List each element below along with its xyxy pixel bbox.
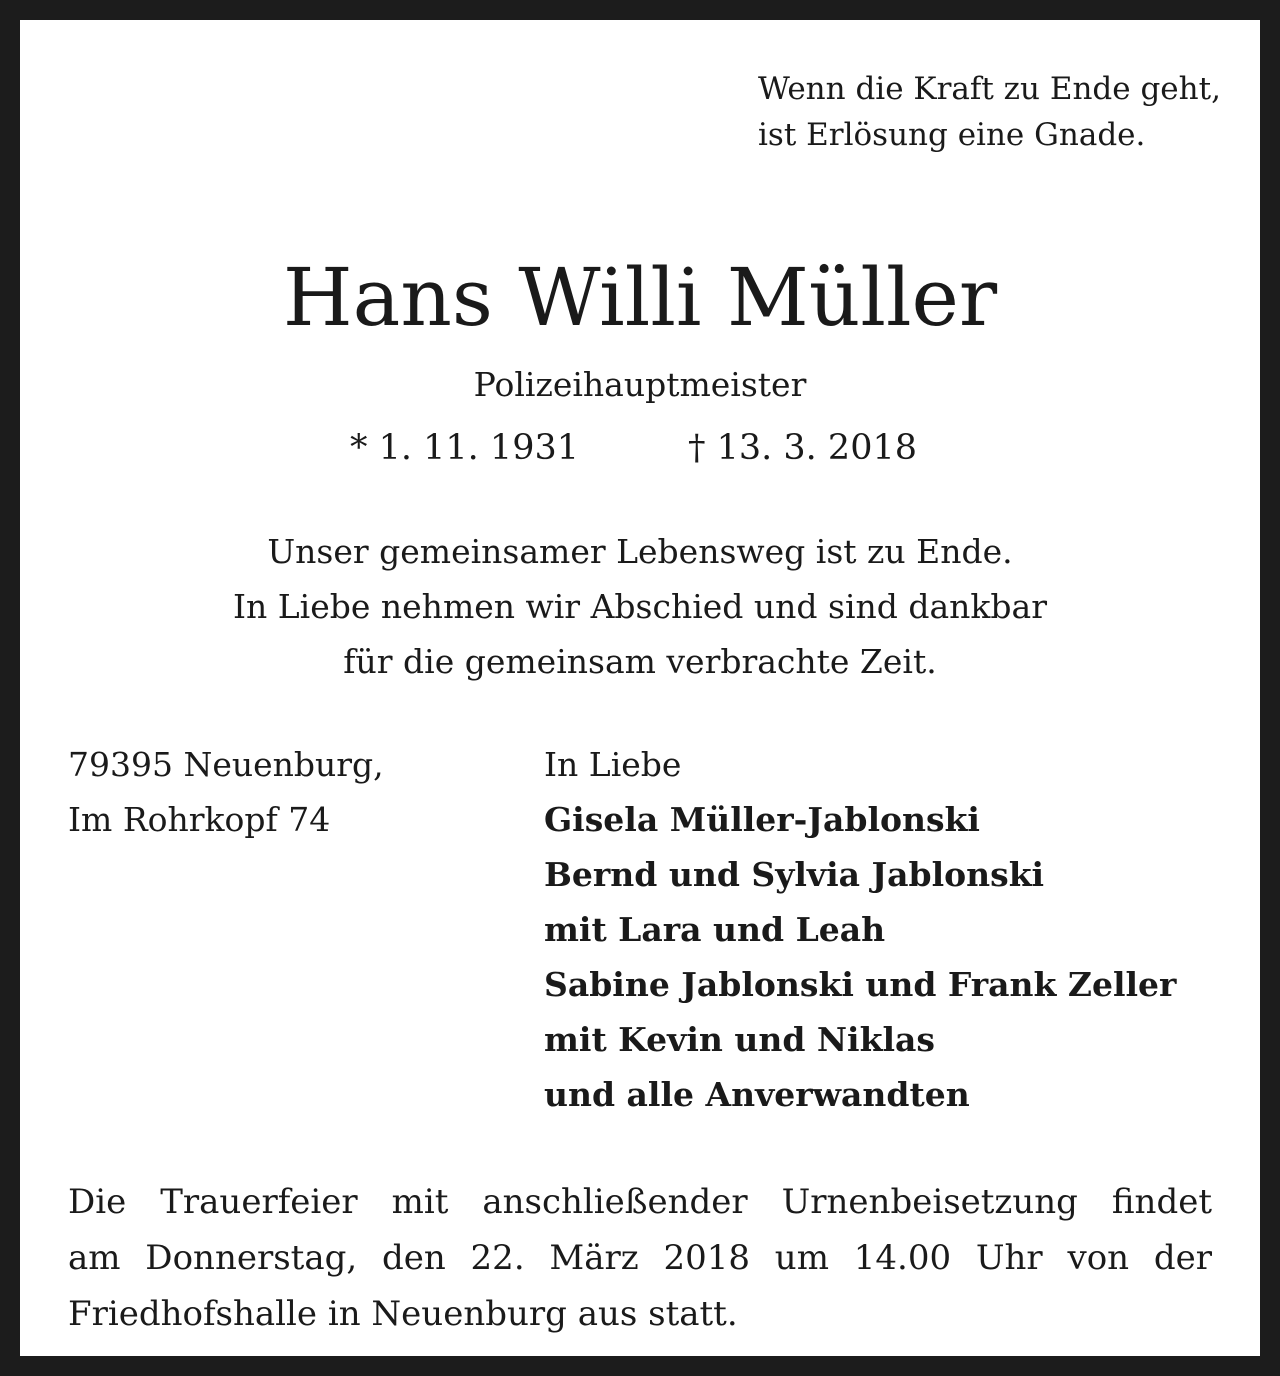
mourner-entry: Gisela Müller-Jablonski: [544, 800, 980, 839]
service-line: Die Trauerfeier mit anschließender Urnenbeisetzung findet: [68, 1182, 1212, 1222]
mourners-intro: In Liebe: [544, 745, 682, 784]
service-line: Friedhofshalle in Neuenburg aus statt.: [68, 1294, 738, 1334]
death-date: † 13. 3. 2018: [688, 428, 918, 468]
birth-date: * 1. 11. 1931: [350, 428, 580, 468]
verse-line: In Liebe nehmen wir Abschied und sind dankbar: [232, 587, 1047, 626]
mourner-entry: mit Kevin und Niklas: [544, 1020, 935, 1059]
farewell-verse: [20, 524, 1260, 689]
life-dates: [20, 420, 1260, 476]
mourners-list: [544, 737, 1176, 1122]
deceased-name: Hans Willi Müller: [282, 251, 998, 344]
service-line: am Donnerstag, den 22. März 2018 um 14.00 Uhr von der: [68, 1238, 1212, 1278]
verse-line: für die gemeinsam verbrachte Zeit.: [343, 642, 937, 681]
mourner-entry: Bernd und Sylvia Jablonski: [544, 855, 1045, 894]
verse-line: Unser gemeinsamer Lebensweg ist zu Ende.: [267, 532, 1013, 571]
deceased-title: Polizeihauptmeister: [473, 365, 807, 404]
mourner-entry: Sabine Jablonski und Frank Zeller: [544, 965, 1177, 1004]
address-line: 79395 Neuenburg,: [68, 745, 384, 784]
funeral-service-info: [68, 1174, 1212, 1342]
address-line: Im Rohrkopf 74: [68, 800, 331, 839]
motto-line: ist Erlösung eine Gnade.: [758, 117, 1146, 153]
motto: [758, 66, 1221, 158]
mourner-entry: mit Lara und Leah: [544, 910, 886, 949]
motto-line: Wenn die Kraft zu Ende geht,: [758, 71, 1221, 107]
mourner-entry: und alle Anverwandten: [544, 1075, 970, 1114]
family-address: [68, 737, 384, 847]
